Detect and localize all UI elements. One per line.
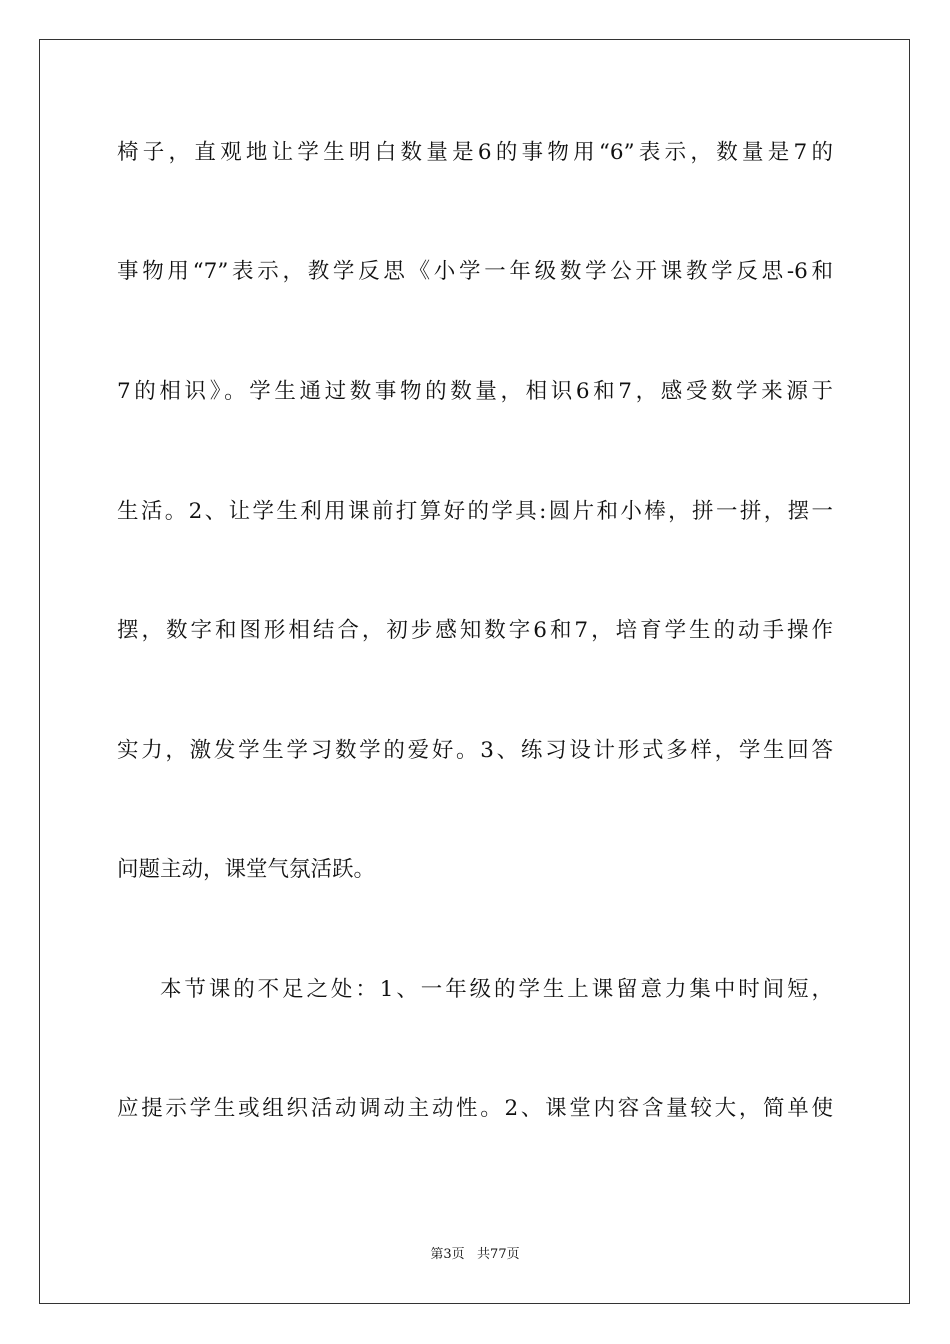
- body-line-1: 椅子，直观地让学生明白数量是6的事物用“6”表示，数量是7的: [117, 140, 833, 165]
- body-line-7: 问题主动，课堂气氛活跃。: [117, 857, 376, 882]
- body-line-5: 摆，数字和图形相结合，初步感知数字6和7，培育学生的动手操作: [117, 618, 833, 643]
- body-line-8: 本节课的不足之处：1、一年级的学生上课留意力集中时间短，: [160, 977, 833, 1002]
- page-number-footer: 第3页 共77页: [430, 1247, 520, 1262]
- body-line-6: 实力，激发学生学习数学的爱好。3、练习设计形式多样，学生回答: [117, 738, 833, 763]
- body-line-3: 7的相识》。学生通过数事物的数量，相识6和7，感受数学来源于: [117, 379, 833, 404]
- body-line-4: 生活。2、让学生利用课前打算好的学具:圆片和小棒，拼一拼，摆一: [117, 499, 833, 524]
- body-line-9: 应提示学生或组织活动调动主动性。2、课堂内容含量较大，简单使: [117, 1096, 833, 1121]
- body-line-2: 事物用“7”表示，教学反思《小学一年级数学公开课教学反思-6和: [117, 259, 833, 284]
